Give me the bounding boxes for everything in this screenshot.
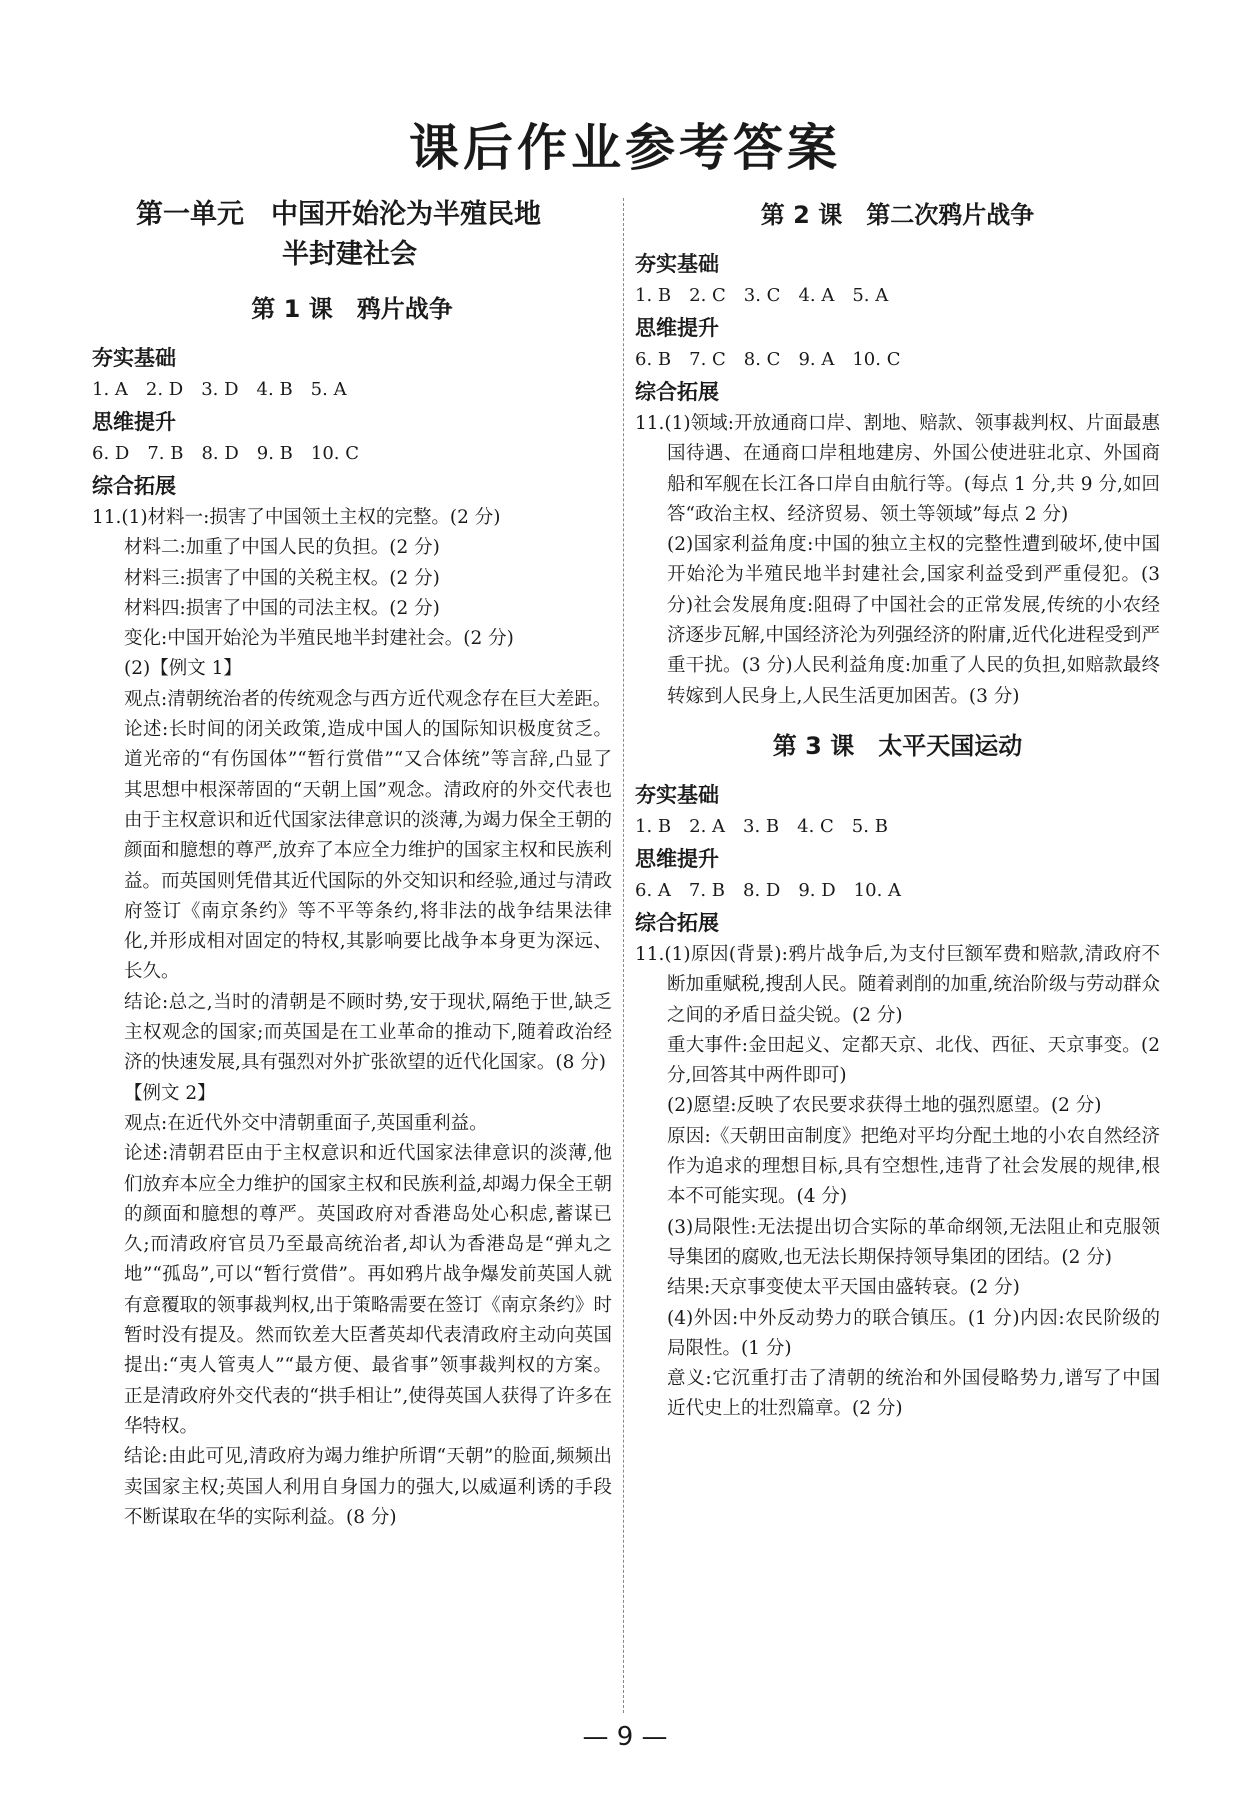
lesson1-title: 第 1 课 鸦片战争 bbox=[251, 295, 453, 323]
left-column bbox=[92, 195, 612, 1533]
lesson2-title: 第 2 课 第二次鸦片战争 bbox=[760, 201, 1035, 229]
lesson1-material3: 材料三:损害了中国的关税主权。(2 分) bbox=[124, 567, 440, 589]
lesson1-example1-argument: 论述:长时间的闭关政策,造成中国人的国际知识极度贫乏。道光帝的“有伤国体”“暂行赏借”“又合体统”等言辞,凸显了其思想中根深蒂固的“天朝上国”观念。清政府的外交代表也由于主权意识和近代国家法律意识的淡薄,为竭力保全王朝的颜面和臆想的尊严,放弃了本应全力维护的国家主权和民族利益。而英国则凭借其近代国际的外交知识和经验,通过与清政府签订《南京条约》等不平等条约,将非法的战争结果法律化,并形成相对固定的特权,其影响要比战争本身更为深远、长久。 bbox=[124, 719, 612, 983]
unit-title-line1: 第一单元 中国开始沦为半殖民地 bbox=[136, 199, 541, 230]
lesson2-basic-answers: 1. B 2. C 3. C 4. A 5. A bbox=[635, 285, 889, 306]
page-title: 课后作业参考答案 bbox=[409, 119, 841, 177]
lesson2-basic-head: 夯实基础 bbox=[635, 252, 719, 276]
lesson1-example1-view: 观点:清朝统治者的传统观念与西方近代观念存在巨大差距。 bbox=[124, 688, 612, 710]
lesson1-basic-answers: 1. A 2. D 3. D 4. B 5. A bbox=[92, 379, 347, 400]
page-number: — 9 — bbox=[582, 1722, 668, 1752]
lesson3-think-head: 思维提升 bbox=[635, 846, 719, 871]
lesson3-basic-head: 夯实基础 bbox=[635, 782, 719, 807]
lesson1-material2: 材料二:加重了中国人民的负担。(2 分) bbox=[124, 537, 440, 559]
lesson1-material4: 材料四:损害了中国的司法主权。(2 分) bbox=[124, 597, 440, 619]
lesson1-example2-argument: 论述:清朝君臣由于主权意识和近代国家法律意识的淡薄,他们放弃本应全力维护的国家主权和民族利益,却竭力保全王朝的颜面和臆想的尊严。英国政府对香港岛处心积虑,蓄谋已久;而清政府官员乃至最高统治者,却认为香港岛是“弹丸之地”“孤岛”,可以“暂行赏借”。再如鸦片战争爆发前英国人就有意覆取的领事裁判权,出于策略需要在签订《南京条约》时暂时没有提及。然而钦差大臣耆英却代表清政府主动向英国提出:“夷人管夷人”“最方便、最省事”领事裁判权的方案。正是清政府外交代表的“拱手相让”,使得英国人获得了许多在华特权。 bbox=[124, 1143, 612, 1437]
lesson1-think-answers: 6. D 7. B 8. D 9. B 10. C bbox=[92, 443, 360, 464]
lesson3-expand-head: 综合拓展 bbox=[635, 910, 719, 935]
lesson3-basic-answers: 1. B 2. A 3. B 4. C 5. B bbox=[635, 815, 888, 837]
lesson3-title: 第 3 课 太平天国运动 bbox=[772, 731, 1023, 760]
lesson1-think-head: 思维提升 bbox=[92, 410, 176, 434]
lesson3-causes: (4)外因:中外反动势力的联合镇压。(1 分)内因:农民阶级的局限性。(1 分) bbox=[667, 1307, 1160, 1359]
lesson2-expand-head: 综合拓展 bbox=[635, 380, 719, 404]
lesson1-expand-head: 综合拓展 bbox=[92, 474, 176, 498]
lesson2-think-answers: 6. B 7. C 8. C 9. A 10. C bbox=[635, 349, 901, 370]
lesson1-change: 变化:中国开始沦为半殖民地半封建社会。(2 分) bbox=[124, 628, 514, 650]
lesson3-reason: 原因:《天朝田亩制度》把绝对平均分配土地的小农自然经济作为追求的理想目标,具有空想性,违背了社会发展的规律,根本不可能实现。(4 分) bbox=[667, 1125, 1160, 1208]
unit-title bbox=[92, 195, 612, 275]
lesson3-significance: 意义:它沉重打击了清朝的统治和外国侵略势力,谱写了中国近代史上的壮烈篇章。(2 分) bbox=[667, 1368, 1160, 1420]
right-column bbox=[635, 195, 1160, 1425]
lesson2-q11-part2: (2)国家利益角度:中国的独立主权的完整性遭到破坏,使中国开始沦为半殖民地半封建社会,国家利益受到严重侵犯。(3 分)社会发展角度:阻碍了中国社会的正常发展,传统的小农经济逐步瓦解,中国经济沦为列强经济的附庸,近代化进程受到严重干扰。(3 分)人民利益角度:加重了人民的负担,如赔款最终转嫁到人民身上,人民生活更加困苦。(3 分) bbox=[667, 534, 1160, 707]
lesson3-wish: (2)愿望:反映了农民要求获得土地的强烈愿望。(2 分) bbox=[667, 1095, 1102, 1117]
lesson3-q11-part1: 11.(1)原因(背景):鸦片战争后,为支付巨额军费和赔款,清政府不断加重赋税,搜刮人民。随着剥削的加重,统治阶级与劳动群众之间的矛盾日益尖锐。(2 分) bbox=[635, 943, 1160, 1026]
lesson1-example1-conclusion: 结论:总之,当时的清朝是不顾时势,安于现状,隔绝于世,缺乏主权观念的国家;而英国是在工业革命的推动下,随着政治经济的快速发展,具有强烈对外扩张欲望的近代化国家。(8 分) bbox=[124, 991, 612, 1074]
unit-title-line2: 半封建社会 bbox=[282, 239, 417, 270]
lesson1-example1-head: (2)【例文 1】 bbox=[124, 658, 242, 680]
lesson2-think-head: 思维提升 bbox=[635, 316, 719, 340]
lesson1-example2-view: 观点:在近代外交中清朝重面子,英国重利益。 bbox=[124, 1112, 488, 1134]
lesson1-q11-part1: 11.(1)材料一:损害了中国领土主权的完整。(2 分) bbox=[92, 507, 501, 528]
lesson3-major-events: 重大事件:金田起义、定都天京、北伐、西征、天京事变。(2 分,回答其中两件即可) bbox=[667, 1034, 1160, 1087]
lesson2-q11-part1: 11.(1)领域:开放通商口岸、割地、赔款、领事裁判权、片面最惠国待遇、在通商口岸租地建房、外国公使进驻北京、外国商船和军舰在长江各口岸自由航行等。(每点 1 分,共 9 分,如回答“政治主权、经济贸易、领土等领域”每点 2 分) bbox=[635, 413, 1160, 525]
lesson3-think-answers: 6. A 7. B 8. D 9. D 10. A bbox=[635, 879, 902, 901]
lesson3-result: 结果:天京事变使太平天国由盛转衰。(2 分) bbox=[667, 1277, 1020, 1299]
lesson1-basic-head: 夯实基础 bbox=[92, 346, 176, 370]
lesson3-limitation: (3)局限性:无法提出切合实际的革命纲领,无法阻止和克服领导集团的腐败,也无法长期保持领导集团的团结。(2 分) bbox=[667, 1216, 1160, 1268]
lesson1-example2-head: 【例文 2】 bbox=[124, 1082, 216, 1104]
column-divider bbox=[623, 198, 624, 1713]
lesson1-example2-conclusion: 结论:由此可见,清政府为竭力维护所谓“天朝”的脸面,频频出卖国家主权;英国人利用自身国力的强大,以威逼利诱的手段不断谋取在华的实际利益。(8 分) bbox=[124, 1446, 612, 1528]
